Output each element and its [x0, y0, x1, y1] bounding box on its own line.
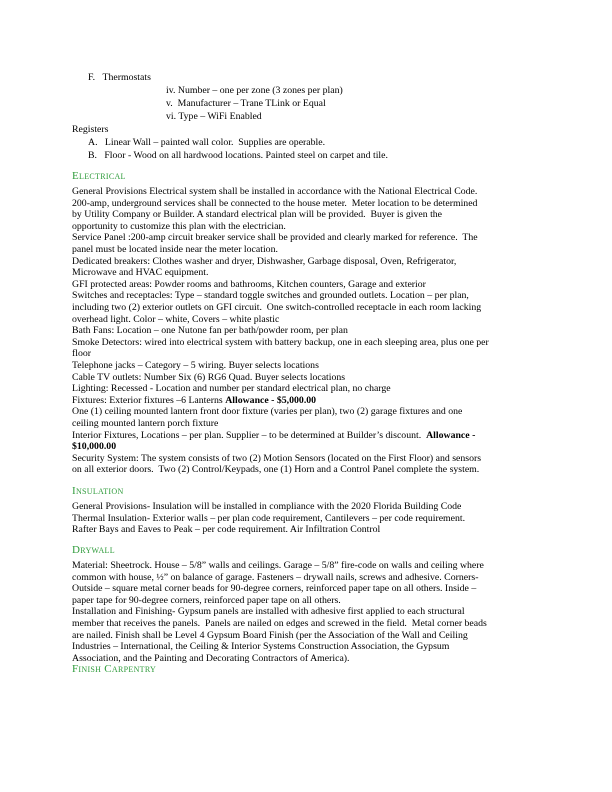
body-line: Switches and receptacles: Type – standard toggle switches and grounded outlets. Location – per plan, [72, 290, 469, 302]
body-line: Service Panel :200-amp circuit breaker service shall be provided and clearly marked for reference. The [72, 232, 478, 244]
body-line: Smoke Detectors: wired into electrical system with battery backup, one in each sleeping area, plus one per [72, 336, 489, 348]
thermostat-item: vi. Type – WiFi Enabled [166, 111, 262, 122]
interior-fixtures-line [72, 430, 475, 442]
body-line: ceiling mounted lantern porch fixture [72, 418, 219, 429]
body-line: Outside – square metal corner beads for 90-degree corners, reinforced paper tape on all others. Inside – [72, 583, 477, 595]
body-line: common with house, ½” on balance of garage. Fasteners – drywall nails, screws and adhesive. Corners- [72, 571, 479, 583]
body-line: One (1) ceiling mounted lantern front door fixture (varies per plan), two (2) garage fixtures and one [72, 406, 463, 418]
interior-allowance-label: Allowance - [426, 429, 476, 441]
body-line: GFI protected areas: Powder rooms and bathrooms, Kitchen counters, Garage and exterior [72, 278, 426, 290]
body-line: Material: Sheetrock. House – 5/8” walls and ceilings. Garage – 5/8” fire-code on walls and ceiling where [72, 560, 484, 571]
body-line: overhead light. Color – white, Covers – white plastic [72, 313, 280, 325]
body-line: paper tape for 90-degree corners, reinforced paper tape on all others. [72, 594, 341, 606]
body-line: Cable TV outlets: Number Six (6) RG6 Quad. Buyer selects locations [72, 371, 346, 383]
body-line: Installation and Finishing- Gypsum panels are installed with adhesive first applied to each structural [72, 606, 465, 618]
body-line: General Provisions Electrical system shall be installed in accordance with the National Electrical Code. [72, 186, 478, 197]
insulation-heading: Insulation [72, 485, 124, 497]
electrical-heading: Electrical [72, 170, 126, 182]
thermostats-title: F. Thermostats [88, 72, 151, 83]
body-line: on all exterior doors. Two (2) Control/Keypads, one (1) Horn and a Control Panel complete the system. [72, 464, 480, 476]
body-line: Lighting: Recessed - Location and number per standard electrical plan, no charge [72, 383, 391, 395]
body-line: Rafter Bays and Eaves to Peak – per code requirement. Air Infiltration Control [72, 524, 381, 536]
interior-allowance-amount-line [72, 441, 116, 453]
body-line: Telephone jacks – Category – 5 wiring. Buyer selects locations [72, 360, 319, 371]
thermostat-item: iv. Number – one per zone (3 zones per plan) [166, 85, 343, 96]
fixtures-allowance: Allowance - $5,000.00 [225, 394, 317, 406]
body-line: Dedicated breakers: Clothes washer and dryer, Dishwasher, Garbage disposal, Oven, Refrigerator, [72, 255, 457, 267]
thermostat-item: v. Manufacturer – Trane TLink or Equal [166, 98, 326, 109]
finish-carpentry-heading: Finish Carpentry [72, 663, 157, 675]
body-line: Microwave and HVAC equipment. [72, 267, 209, 279]
body-line: panel must be located inside near the meter location. [72, 244, 278, 255]
fixtures-line [72, 395, 316, 407]
body-line: Security System: The system consists of two (2) Motion Sensors (located on the First Floor) and sensors [72, 452, 482, 464]
body-line: General Provisions- Insulation will be installed in compliance with the 2020 Florida Building Code [72, 501, 462, 512]
registers-title: Registers [72, 124, 109, 135]
drywall-heading: Drywall [72, 544, 115, 556]
body-line: member that receives the panels. Panels are nailed on edges and screwed in the field. Metal corner beads [72, 618, 487, 629]
register-item: A. Linear Wall – painted wall color. Supplies are operable. [88, 137, 326, 148]
body-line: are nailed. Finish shall be Level 4 Gypsum Board Finish (per the Association of the Wall and Ceiling [72, 629, 468, 641]
body-line: including two (2) exterior outlets on GFI circuit. One switch-controlled receptacle in each room lacking [72, 302, 482, 313]
body-line: Association, and the Painting and Decorating Contractors of America). [72, 652, 350, 664]
interior-fixtures-text: Interior Fixtures, Locations – per plan. Supplier – to be determined at Builder’s discount. [72, 429, 427, 441]
body-line: Industries – International, the Ceiling & Interior Systems Construction Association, the Gypsum [72, 641, 450, 653]
body-line: Bath Fans: Location – one Nutone fan per bath/powder room, per plan [72, 325, 348, 337]
body-line: 200-amp, underground services shall be connected to the house meter. Meter location to be determined [72, 197, 478, 209]
body-line: by Utility Company or Builder. A standard electrical plan will be provided. Buyer is given the [72, 209, 443, 221]
body-line: opportunity to customize this plan with the electrician. [72, 220, 286, 232]
fixtures-text: Fixtures: Exterior fixtures –6 Lanterns [72, 394, 226, 406]
interior-allowance-amount: $10,000.00 [72, 441, 117, 453]
body-line: Thermal Insulation- Exterior walls – per plan code requirement, Cantilevers – per code requirement. [72, 512, 466, 524]
body-line: floor [72, 348, 92, 360]
register-item: B. Floor - Wood on all hardwood locations. Painted steel on carpet and tile. [88, 150, 388, 161]
